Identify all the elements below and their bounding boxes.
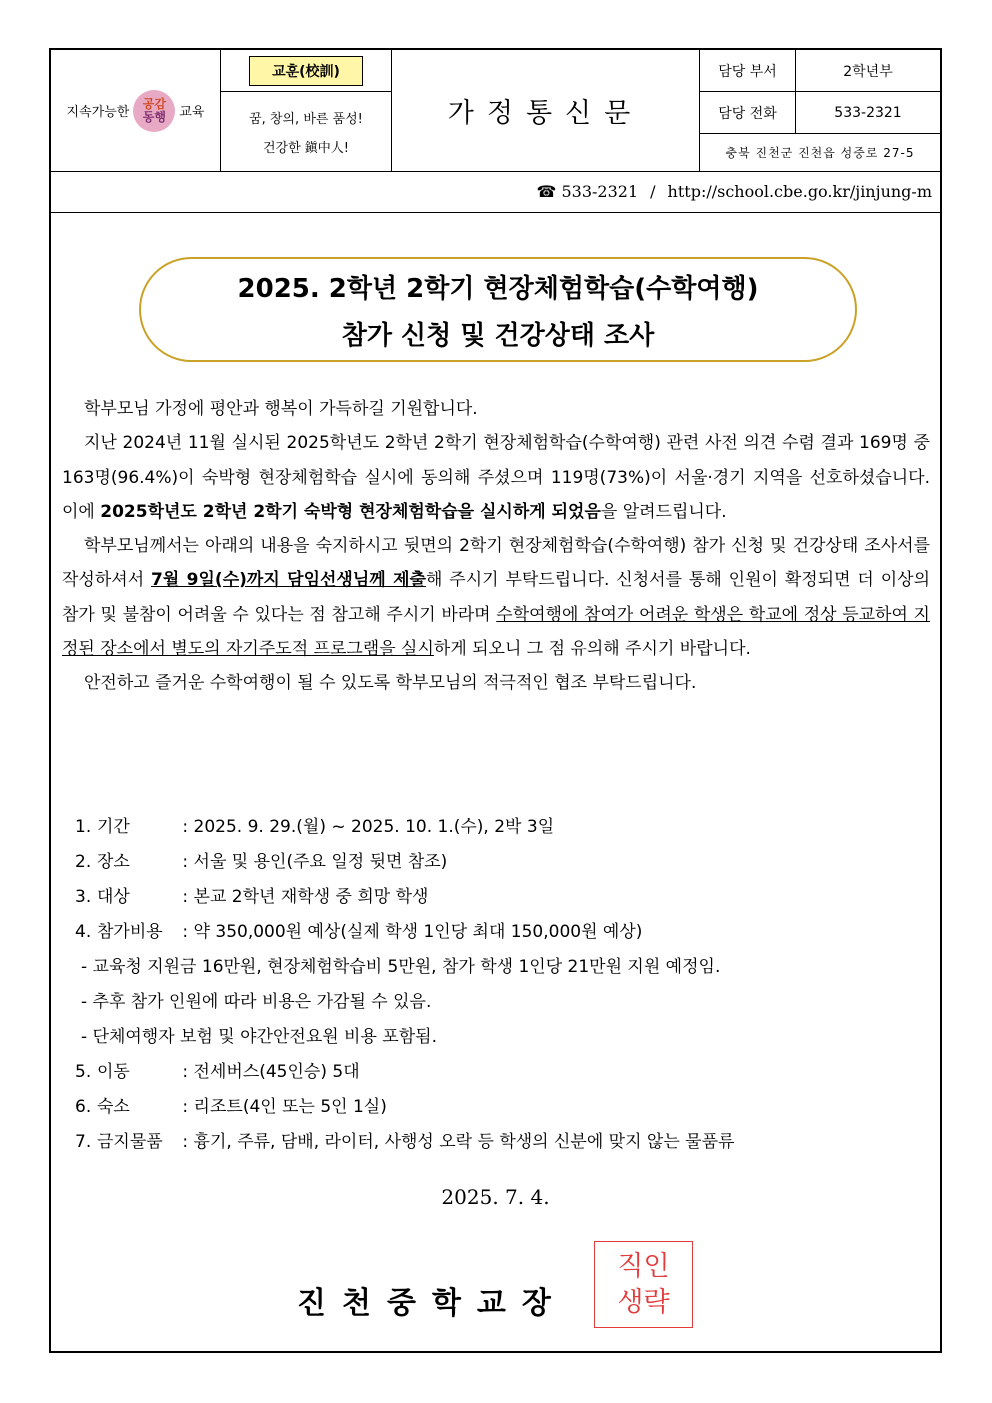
request-text-mid: 해 주시기 부탁드립니다. 신청서를 통해 인원이 확정되면 더 이상의 참가 및 불참이 어려울 수 있다는 점 참고해 주시기 바라며 xyxy=(62,570,931,625)
detail-label: 장소 xyxy=(97,852,130,872)
contact-bar xyxy=(51,171,940,213)
detail-item xyxy=(75,1055,915,1090)
detail-colon: : xyxy=(177,1062,194,1082)
detail-colon: : xyxy=(177,1097,194,1117)
header-table xyxy=(51,50,940,172)
logo-left-text: 지속가능한 xyxy=(66,105,130,120)
detail-value: 본교 2학년 재학생 중 희망 학생 xyxy=(193,887,429,907)
detail-label: 대상 xyxy=(97,887,130,907)
detail-value: 흉기, 주류, 담배, 라이터, 사행성 오락 등 학생의 신분에 맞지 않는 물품류 xyxy=(193,1132,735,1152)
detail-num: 1. xyxy=(75,817,92,837)
logo-circle-bottom: 동행 xyxy=(142,109,166,124)
detail-num: 5. xyxy=(75,1062,92,1082)
motto-line-1: 꿈, 창의, 바른 품성! xyxy=(249,111,363,127)
detail-value: 리조트(4인 또는 5인 1실) xyxy=(193,1097,387,1117)
phone-label: 담당 전화 xyxy=(700,92,796,134)
motto-body xyxy=(221,92,392,171)
dept-value: 2학년부 xyxy=(796,50,940,92)
details-list xyxy=(75,810,915,1160)
detail-label: 참가비용 xyxy=(97,922,163,942)
notice-date: 2025. 7. 4. xyxy=(441,1185,550,1209)
motto-label: 교훈(校訓) xyxy=(249,56,363,86)
survey-text: 지난 2024년 11월 실시된 2025학년도 2학년 2학기 현장체험학습(수학여행) 관련 사전 의견 수렴 결과 169명 중 163명(96.4%)이 숙박형 현장체험학습 실시에 동의해 주셨으며 119명(73%)이 서울·경기 지역을 선호하셨습니다. 이에 xyxy=(62,433,930,522)
detail-num: 2. xyxy=(75,852,92,872)
detail-value: 약 350,000원 예상(실제 학생 1인당 최대 150,000원 예상) xyxy=(193,922,643,942)
detail-label: 숙소 xyxy=(97,1097,130,1117)
contact-url[interactable]: http://school.cbe.go.kr/jinjung-m xyxy=(667,182,932,201)
greeting-paragraph: 학부모님 가정에 평안과 행복이 가득하길 기원합니다. xyxy=(84,399,478,419)
motto-header xyxy=(221,50,392,92)
logo-circle-top: 공감 xyxy=(142,96,166,111)
detail-num: 7. xyxy=(75,1132,92,1152)
detail-label: 기간 xyxy=(97,817,130,837)
cost-note: - 단체여행자 보험 및 야간안전요원 비용 포함됨. xyxy=(81,1027,437,1047)
school-address: 충북 진천군 진천읍 성중로 27-5 xyxy=(725,146,915,160)
dept-label: 담당 부서 xyxy=(700,50,796,92)
phone-value: 533-2321 xyxy=(796,92,940,134)
notice-body xyxy=(62,392,930,701)
detail-item xyxy=(75,845,915,880)
detail-num: 4. xyxy=(75,922,92,942)
request-text-end: 하게 되오니 그 점 유의해 주시기 바랍니다. xyxy=(433,639,751,660)
survey-paragraph xyxy=(62,426,930,529)
detail-colon: : xyxy=(177,887,194,907)
stamp-line-1: 직인 xyxy=(617,1250,670,1282)
survey-highlight: 2025학년도 2학년 2학기 숙박형 현장체험학습을 실시하게 되었음 xyxy=(100,501,601,522)
request-paragraph xyxy=(62,529,930,666)
motto-line-2: 건강한 鎭中人! xyxy=(262,140,350,156)
cost-note: - 교육청 지원금 16만원, 현장체험학습비 5만원, 참가 학생 1인당 21만원 지원 예정임. xyxy=(81,957,721,977)
detail-num: 6. xyxy=(75,1097,92,1117)
detail-colon: : xyxy=(177,1132,194,1152)
detail-colon: : xyxy=(177,817,194,837)
stamp-line-2: 생략 xyxy=(617,1286,670,1318)
detail-num: 3. xyxy=(75,887,92,907)
signer-name: 진천중학교장 xyxy=(297,1286,567,1321)
notice-frame xyxy=(49,48,942,1353)
detail-label: 금지물품 xyxy=(97,1132,163,1152)
official-seal-omitted xyxy=(594,1241,693,1328)
detail-value: 전세버스(45인승) 5대 xyxy=(193,1062,360,1082)
headline-box xyxy=(139,257,857,362)
closing-paragraph: 안전하고 즐거운 수학여행이 될 수 있도록 학부모님의 적극적인 협조 부탁드립니다. xyxy=(84,673,697,694)
contact-phone: ☎ 533-2321 xyxy=(536,182,639,201)
non-participant-note: 수학여행에 참여가 어려운 학생은 학교에 정상 등교하여 지정된 장소에서 별도의 자기주도적 프로그램을 실시 xyxy=(62,604,930,660)
detail-value: 2025. 9. 29.(월) ~ 2025. 10. 1.(수), 2박 3일 xyxy=(193,817,555,837)
detail-colon: : xyxy=(177,922,194,942)
request-text: 학부모님께서는 아래의 내용을 숙지하시고 뒷면의 2학기 현장체험학습(수학여행) 참가 신청 및 건강상태 조사서를 작성하셔서 xyxy=(62,536,930,591)
detail-item xyxy=(75,1090,915,1125)
logo-circle-icon xyxy=(133,90,175,132)
detail-label: 이동 xyxy=(97,1062,130,1082)
detail-item xyxy=(75,915,915,950)
survey-text-end: 을 알려드립니다. xyxy=(600,501,727,522)
page-title: 가정통신문 xyxy=(392,50,700,171)
contact-separator: / xyxy=(650,182,656,201)
school-logo xyxy=(51,50,221,171)
detail-value: 서울 및 용인(주요 일정 뒷면 참조) xyxy=(193,852,448,872)
detail-item xyxy=(75,1125,915,1160)
headline-line-1: 2025. 2학년 2학기 현장체험학습(수학여행) xyxy=(237,273,759,304)
detail-colon: : xyxy=(177,852,194,872)
cost-note: - 추후 참가 인원에 따라 비용은 가감될 수 있음. xyxy=(81,992,432,1012)
detail-item xyxy=(75,880,915,915)
detail-item xyxy=(75,810,915,845)
logo-right-text: 교육 xyxy=(179,105,205,120)
headline-line-2: 참가 신청 및 건강상태 조사 xyxy=(341,320,655,351)
deadline-highlight: 7월 9일(수)까지 담임선생님께 제출 xyxy=(151,570,426,591)
